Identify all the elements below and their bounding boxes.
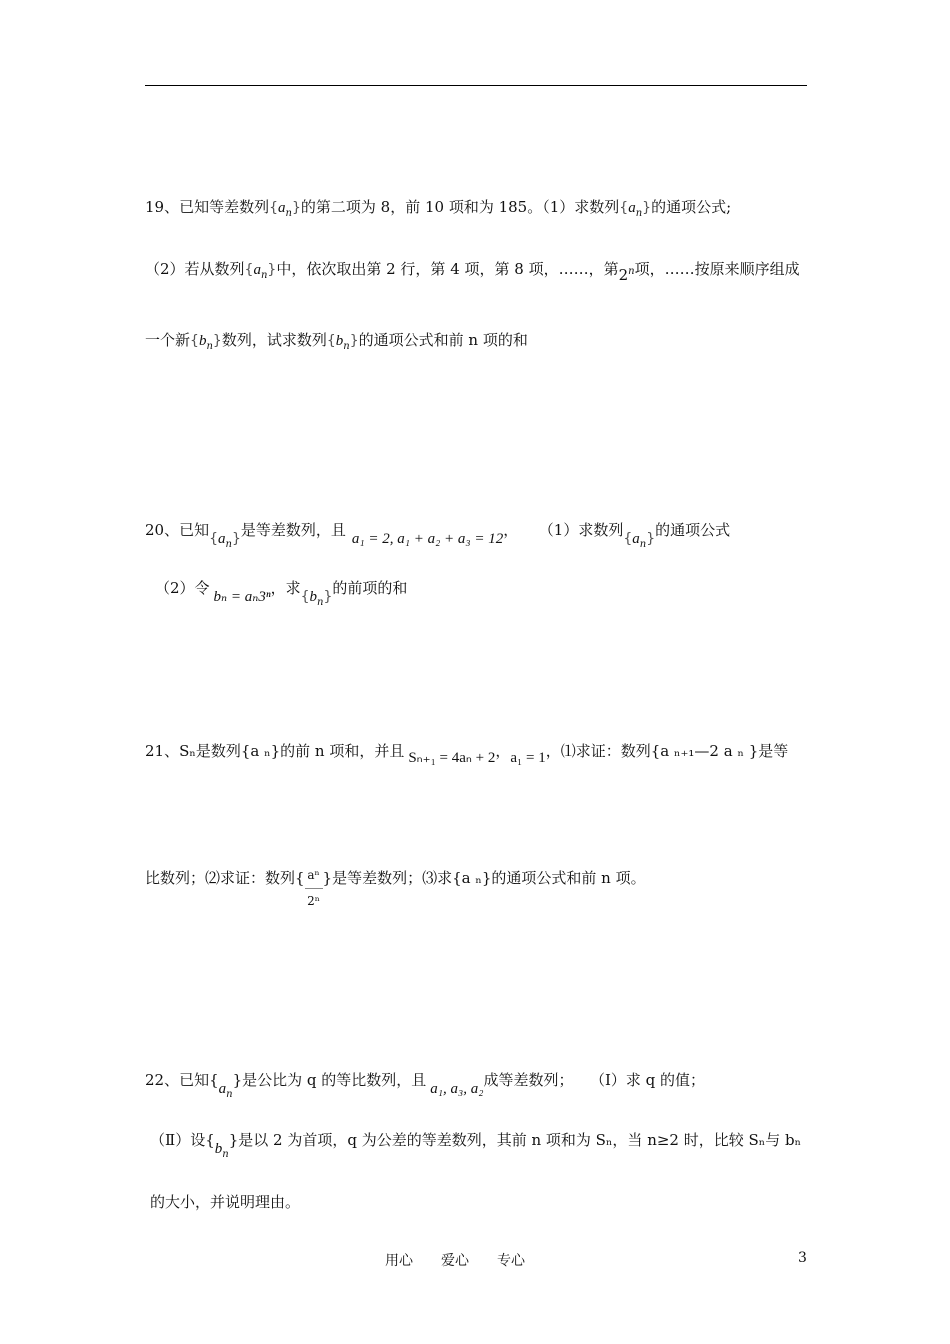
seq-a-n	[269, 198, 301, 219]
q21-text: 比数列；⑵求证：数列{	[145, 869, 305, 887]
sub-n: n	[285, 208, 292, 219]
base-2: 2	[618, 266, 629, 284]
brace-close: }	[642, 200, 652, 216]
brace-open: {	[209, 531, 219, 547]
brace-open: {	[190, 333, 199, 349]
seq-a-n	[623, 529, 656, 550]
brace-open: {	[244, 262, 254, 278]
q20-condition-formula: a₁ = 2, a₁ + a₂ + a₃ = 12	[351, 531, 504, 547]
brace-close: }	[212, 333, 222, 349]
brace-open: {	[619, 200, 629, 216]
sub-n: n	[222, 1149, 229, 1160]
q22-text: 的大小，并说明理由。	[150, 1193, 301, 1211]
q22-text: }是公比为 q 的等比数列，且	[232, 1071, 427, 1089]
fraction-an-over-2n	[305, 868, 323, 908]
var-b: b	[335, 333, 344, 349]
q22-line-3	[150, 1192, 300, 1212]
var-b: b	[198, 333, 207, 349]
sub-n: n	[639, 539, 647, 550]
var-a: a	[218, 531, 226, 547]
q20-line-2	[155, 578, 408, 608]
q20-text: 是等差数列，且	[240, 521, 346, 539]
var-a: a	[278, 200, 286, 216]
brace-close: }	[267, 262, 277, 278]
q21-line-1	[145, 741, 789, 766]
brace-close: }	[291, 200, 301, 216]
seq-b-n	[326, 331, 359, 352]
var-a: a	[253, 262, 261, 278]
seq-b-n	[214, 1139, 229, 1160]
q19-text: 19、已知等差数列	[145, 198, 270, 216]
q22-line-1	[145, 1070, 706, 1100]
q19-line-2	[145, 256, 800, 286]
seq-a-n	[244, 260, 277, 281]
q21-initial-formula: a₁ = 1	[510, 750, 546, 766]
power-2-n	[619, 266, 635, 284]
q19-text: 的通项公式和前 n 项的和	[358, 331, 528, 349]
q22-text: }是以 2 为首项，q 为公差的等差数列，其前 n 项和为 Sₙ，当 n≥2 时，比较 Sₙ与 bₙ	[228, 1131, 802, 1149]
q22-line-2	[150, 1130, 802, 1160]
sub-n: n	[225, 539, 232, 550]
var-a: a	[632, 531, 640, 547]
footer-motto: 用心 爱心 专心	[385, 1253, 525, 1269]
q21-text: 21、Sₙ是数列{a ₙ}的前 n 项和，并且	[145, 742, 405, 760]
q20-text: （2）令	[155, 579, 210, 597]
seq-a-n	[218, 1079, 233, 1100]
fraction-bar	[305, 888, 323, 889]
q22-terms-formula: a₁, a₃, a₂	[430, 1081, 484, 1097]
q20-line-1	[145, 520, 731, 550]
q22-text: 成等差数列；	[483, 1071, 574, 1089]
q20-text: 的通项公式	[655, 521, 731, 539]
q19-text: 的第二项为 8，前 10 项和为 185。（1）求数列	[300, 198, 620, 216]
fraction-denominator: 2ⁿ	[307, 894, 320, 908]
var-a: a	[628, 200, 636, 216]
q21-text: ，	[495, 742, 511, 760]
seq-b-n	[300, 587, 333, 608]
sub-n: n	[635, 208, 643, 219]
q19-line-3	[145, 330, 528, 357]
q19-text: （2）若从数列	[145, 260, 245, 278]
sub-n: n	[260, 270, 268, 281]
header-rule	[145, 85, 807, 86]
q19-text: 数列，试求数列	[221, 331, 327, 349]
page-number: 3	[798, 1250, 807, 1266]
q20-bn-formula: bₙ = aₙ3ⁿ	[213, 589, 271, 605]
q20-text: （1）求数列	[546, 521, 624, 539]
brace-close: }	[323, 589, 333, 605]
q20-text: 20、已知	[145, 521, 210, 539]
q19-text: 的通项公式;	[651, 198, 732, 216]
brace-close: }	[646, 531, 656, 547]
q22-text: 22、已知{	[145, 1071, 219, 1089]
sub-n: n	[206, 341, 213, 352]
q22-text: （Ⅱ）设{	[150, 1131, 215, 1149]
q21-recurrence-formula: Sₙ₊₁ = 4aₙ + 2	[408, 750, 496, 766]
sub-n: n	[317, 597, 324, 608]
var-a: a	[218, 1081, 227, 1097]
seq-a-n	[209, 529, 241, 550]
q19-line-1	[145, 197, 731, 224]
fraction-numerator: aⁿ	[307, 868, 320, 882]
q19-text: 中，依次取出第 2 行，第 4 项，第 8 项，……，第	[276, 260, 619, 278]
q22-text: （Ⅰ）求 q 的值；	[597, 1071, 706, 1089]
q21-text: ，⑴求证：数列{a ₙ₊₁—2 a ₙ }是等	[545, 742, 789, 760]
q19-text: 项，……按原来顺序组成	[634, 260, 800, 278]
brace-open: {	[269, 200, 279, 216]
seq-b-n	[190, 331, 222, 352]
sub-n: n	[343, 341, 350, 352]
brace-open: {	[300, 589, 310, 605]
sub-n: n	[226, 1089, 233, 1100]
q21-line-2	[145, 868, 646, 908]
brace-open: {	[326, 333, 336, 349]
brace-open: {	[623, 531, 633, 547]
sup-n: n	[628, 266, 635, 277]
q21-text: }是等差数列；⑶求{a ₙ}的通项公式和前 n 项。	[322, 869, 646, 887]
q20-text: ，求	[270, 579, 301, 597]
brace-close: }	[231, 531, 241, 547]
q19-text: 一个新	[145, 331, 191, 349]
q20-text: 的前项的和	[332, 579, 408, 597]
var-b: b	[214, 1141, 223, 1157]
var-b: b	[309, 589, 317, 605]
q20-text: ，	[503, 521, 519, 539]
brace-close: }	[349, 333, 359, 349]
seq-a-n	[619, 198, 652, 219]
